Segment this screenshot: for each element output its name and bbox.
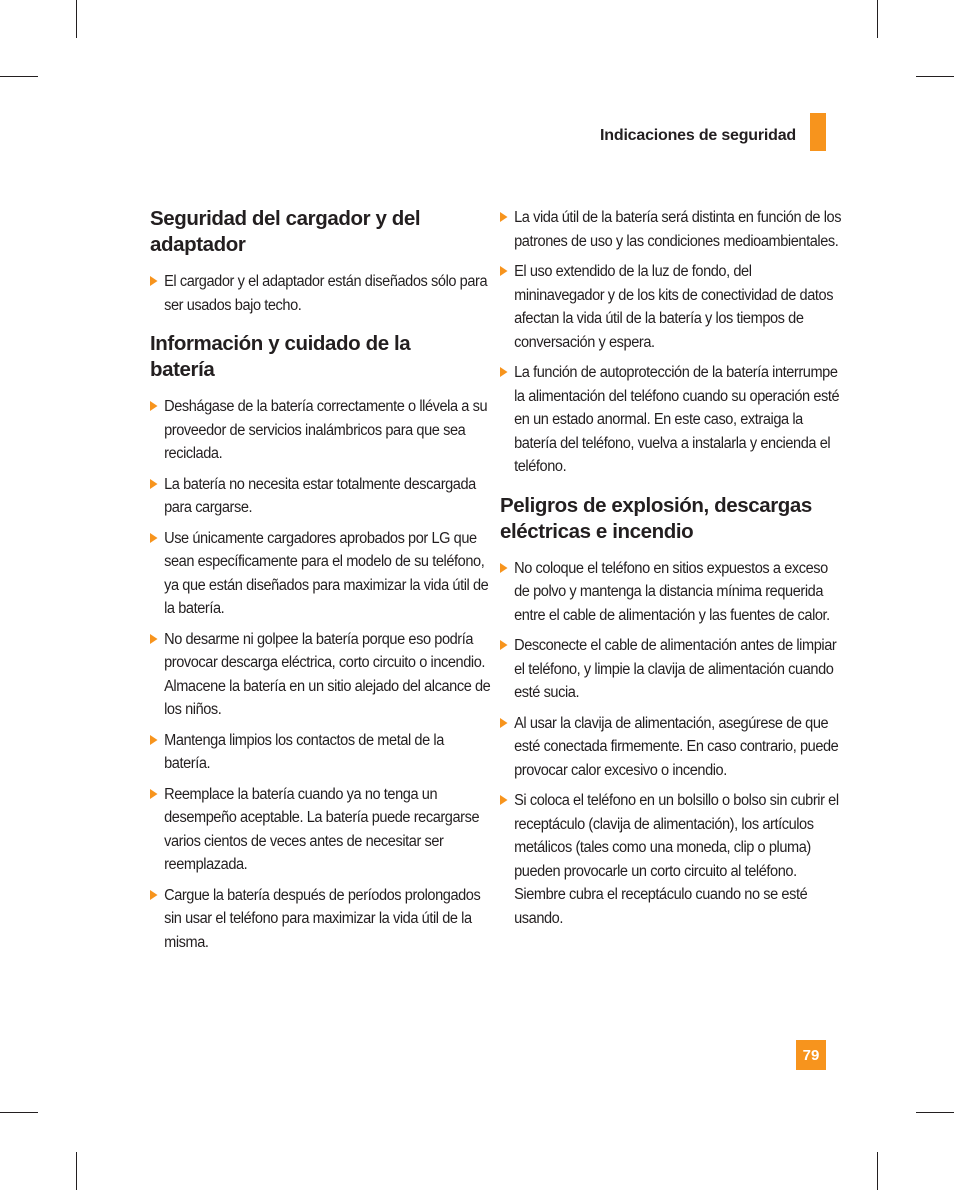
section-heading: Peligros de explosión, descargas eléctricas e incendio [500,493,812,543]
list-item: Deshágase de la batería correctamente o llévela a su proveedor de servicios inalámbricos para que sea reciclada. [150,395,493,466]
triangle-bullet-icon [500,367,508,377]
crop-mark [877,1152,878,1190]
list-item: No coloque el teléfono en sitios expuestos a exceso de polvo y mantenga la distancia mínima requerida entre el cable de alimentación y las fuentes de calor. [500,557,843,628]
triangle-bullet-icon [150,634,158,644]
crop-mark [76,1152,77,1190]
triangle-bullet-icon [500,795,508,805]
section-explosion-hazards [500,493,839,931]
triangle-bullet-icon [500,212,508,222]
list-item: El cargador y el adaptador están diseñados sólo para ser usados bajo techo. [150,270,493,317]
section-battery-care [150,331,491,954]
list-item: Cargue la batería después de períodos prolongados sin usar el teléfono para maximizar la vida útil de la misma. [150,884,493,955]
list-item: Mantenga limpios los contactos de metal de la batería. [150,729,493,776]
triangle-bullet-icon [150,789,158,799]
list-item: Desconecte el cable de alimentación antes de limpiar el teléfono, y limpie la clavija de alimentación cuando esté sucia. [500,634,843,705]
list-item: Use únicamente cargadores aprobados por LG que sean específicamente para el modelo de su teléfono, ya que están diseñados para maximizar la vida útil de la batería. [150,527,493,621]
bullet-list [500,206,842,479]
right-column [500,206,842,944]
triangle-bullet-icon [500,563,508,573]
triangle-bullet-icon [150,735,158,745]
triangle-bullet-icon [150,276,158,286]
crop-mark [877,0,878,38]
list-item: Si coloca el teléfono en un bolsillo o bolso sin cubrir el receptáculo (clavija de alimentación), los artículos metálicos (tales como una moneda, clip o pluma) pueden provocarle un corto circuito al teléfono. Siembre cubra el receptáculo cuando no se esté usando. [500,789,843,930]
section-heading: Información y cuidado de la batería [150,332,411,381]
bullet-list [500,557,839,931]
section-heading: Seguridad del cargador y del adaptador [150,207,421,256]
triangle-bullet-icon [150,479,158,489]
running-header: Indicaciones de seguridad [600,127,796,144]
triangle-bullet-icon [150,401,158,411]
crop-mark [0,1112,38,1113]
list-item: Reemplace la batería cuando ya no tenga un desempeño aceptable. La batería puede recargarse varios cientos de veces antes de necesitar ser reemplazada. [150,783,493,877]
list-item: La función de autoprotección de la batería interrumpe la alimentación del teléfono cuando su operación esté en un estado anormal. En este caso, extraiga la batería del teléfono, vuelva a instalarla y encienda el teléfono. [500,361,843,479]
list-item: El uso extendido de la luz de fondo, del mininavegador y de los kits de conectividad de datos afectan la vida útil de la batería y los tiempos de conversación y espera. [500,260,843,354]
bullet-list [150,270,488,317]
crop-mark [916,1112,954,1113]
triangle-bullet-icon [500,718,508,728]
section-battery-care-continued [500,206,842,479]
list-item: No desarme ni golpee la batería porque eso podría provocar descarga eléctrica, corto circuito o incendio. Almacene la batería en un sitio alejado del alcance de los niños. [150,628,493,722]
list-item: La batería no necesita estar totalmente descargada para cargarse. [150,473,493,520]
triangle-bullet-icon [500,640,508,650]
section-charger-safety [150,206,488,317]
crop-mark [76,0,77,38]
list-item: Al usar la clavija de alimentación, asegúrese de que esté conectada firmemente. En caso contrario, puede provocar calor excesivo o incendio. [500,712,843,783]
bullet-list [150,395,491,954]
section-tab-marker [810,113,826,151]
page-number: 79 [796,1040,826,1070]
triangle-bullet-icon [500,266,508,276]
crop-mark [916,76,954,77]
triangle-bullet-icon [150,890,158,900]
left-column [150,206,491,968]
crop-mark [0,76,38,77]
list-item: La vida útil de la batería será distinta en función de los patrones de uso y las condiciones medioambientales. [500,206,843,253]
triangle-bullet-icon [150,533,158,543]
